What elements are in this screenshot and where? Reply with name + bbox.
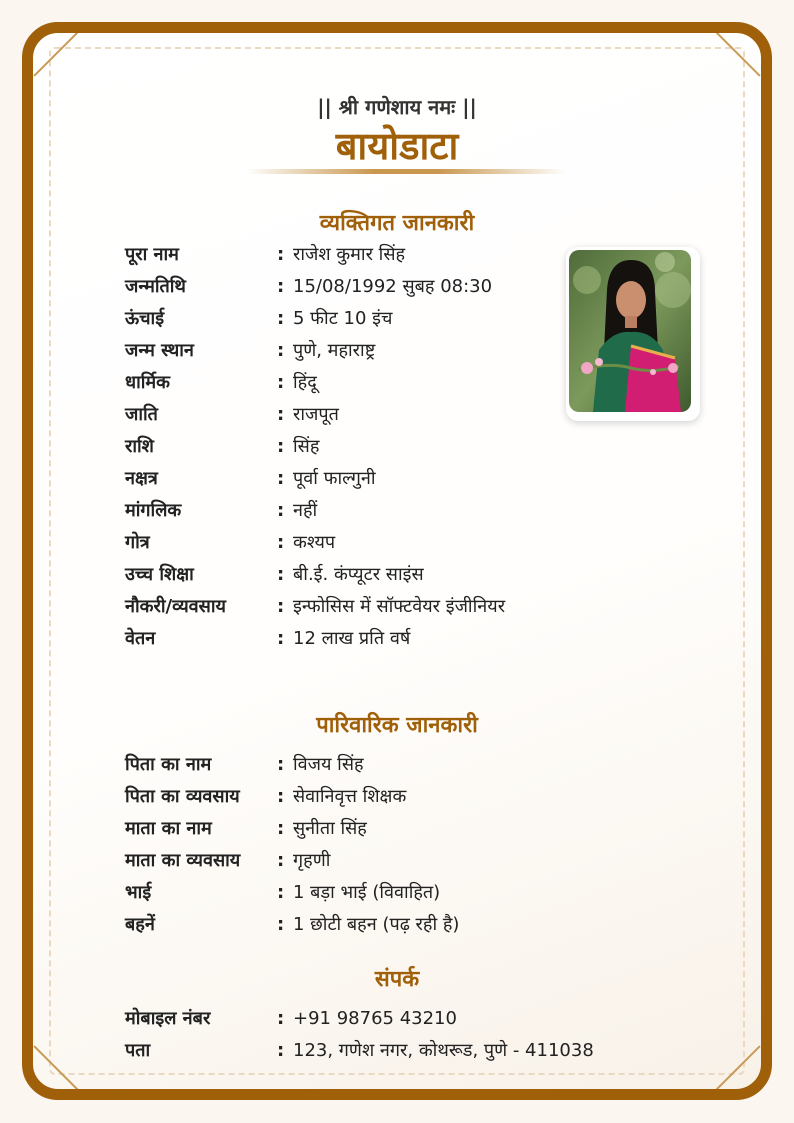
info-value: गृहणी: [293, 850, 331, 871]
info-separator: :: [277, 564, 285, 585]
info-label: पिता का नाम: [125, 754, 212, 775]
info-row-mobile: [125, 1003, 685, 1035]
profile-photo: [566, 247, 700, 421]
info-row-father-occupation: [125, 781, 605, 813]
info-value: सिंह: [293, 436, 320, 457]
info-separator: :: [277, 276, 285, 297]
info-label: पिता का व्यवसाय: [125, 786, 240, 807]
info-label: उच्च शिक्षा: [125, 564, 194, 585]
info-label: जन्मतिथि: [125, 276, 186, 297]
info-value: सेवानिवृत्त शिक्षक: [293, 786, 407, 807]
info-label: धार्मिक: [125, 372, 170, 393]
info-separator: :: [277, 404, 285, 425]
info-label: ऊंचाई: [125, 308, 165, 329]
info-separator: :: [277, 340, 285, 361]
invocation-text: || श्री गणेशाय नमः ||: [317, 95, 477, 119]
info-separator: :: [277, 244, 285, 265]
info-label: पूरा नाम: [125, 244, 179, 265]
info-value: हिंदू: [293, 372, 317, 393]
info-separator: :: [277, 882, 285, 903]
info-row-dob: [125, 271, 605, 303]
biodata-frame: [22, 22, 772, 1100]
info-label: माता का नाम: [125, 818, 212, 839]
info-row-sisters: [125, 909, 605, 941]
info-label: भाई: [125, 882, 152, 903]
info-value: राजेश कुमार सिंह: [293, 244, 406, 265]
info-row-height: [125, 303, 605, 335]
info-separator: :: [277, 754, 285, 775]
info-separator: :: [277, 850, 285, 871]
info-label: वेतन: [125, 628, 156, 649]
info-separator: :: [277, 1040, 285, 1061]
info-label: मोबाइल नंबर: [125, 1008, 211, 1029]
info-separator: :: [277, 596, 285, 617]
info-separator: :: [277, 308, 285, 329]
info-label: नौकरी/व्यवसाय: [125, 596, 226, 617]
info-row-nakshatra: [125, 463, 605, 495]
info-separator: :: [277, 786, 285, 807]
info-separator: :: [277, 468, 285, 489]
info-value: विजय सिंह: [293, 754, 364, 775]
info-separator: :: [277, 818, 285, 839]
info-separator: :: [277, 1008, 285, 1029]
info-separator: :: [277, 914, 285, 935]
info-value: इन्फोसिस में सॉफ्टवेयर इंजीनियर: [293, 596, 506, 617]
info-separator: :: [277, 436, 285, 457]
info-value: पुणे, महाराष्ट्र: [293, 340, 376, 361]
family-info-list: [125, 749, 605, 941]
info-value: 15/08/1992 सुबह 08:30: [293, 276, 493, 297]
personal-info-list: [125, 239, 605, 655]
info-value: बी.ई. कंप्यूटर साइंस: [293, 564, 424, 585]
info-row-zodiac: [125, 431, 605, 463]
info-value: 5 फीट 10 इंच: [293, 308, 393, 329]
section-title-family: पारिवारिक जानकारी: [316, 713, 478, 738]
info-separator: :: [277, 532, 285, 553]
info-row-occupation: [125, 591, 605, 623]
info-separator: :: [277, 628, 285, 649]
info-value: 12 लाख प्रति वर्ष: [293, 628, 411, 649]
info-value: राजपूत: [293, 404, 339, 425]
info-value: 1 छोटी बहन (पढ़ रही है): [293, 914, 460, 935]
info-value: 123, गणेश नगर, कोथरूड, पुणे - 411038: [293, 1040, 594, 1061]
info-label: जन्म स्थान: [125, 340, 194, 361]
info-label: बहनें: [125, 914, 155, 935]
title-underline: [246, 169, 566, 174]
info-row-mother-occupation: [125, 845, 605, 877]
info-row-caste: [125, 399, 605, 431]
info-value: 1 बड़ा भाई (विवाहित): [293, 882, 441, 903]
info-separator: :: [277, 500, 285, 521]
page-title: बायोडाटा: [335, 124, 459, 168]
info-row-full-name: [125, 239, 605, 271]
info-value: कश्यप: [293, 532, 336, 553]
info-row-religion: [125, 367, 605, 399]
portrait-image: [569, 250, 691, 412]
info-value: नहीं: [293, 500, 318, 521]
info-label: माता का व्यवसाय: [125, 850, 241, 871]
section-title-personal: व्यक्तिगत जानकारी: [319, 211, 475, 236]
info-label: मांगलिक: [125, 500, 182, 521]
info-label: जाति: [125, 404, 158, 425]
section-title-contact: संपर्क: [374, 967, 420, 992]
info-label: पता: [125, 1040, 151, 1061]
info-row-salary: [125, 623, 605, 655]
info-row-brothers: [125, 877, 605, 909]
info-separator: :: [277, 372, 285, 393]
info-value: पूर्वा फाल्गुनी: [293, 468, 376, 489]
info-row-education: [125, 559, 605, 591]
info-row-gotra: [125, 527, 605, 559]
info-row-manglik: [125, 495, 605, 527]
info-label: राशि: [125, 436, 154, 457]
info-value: +91 98765 43210: [293, 1008, 457, 1029]
info-row-address: [125, 1035, 685, 1067]
contact-info-list: [125, 1003, 685, 1067]
info-row-birthplace: [125, 335, 605, 367]
info-row-father-name: [125, 749, 605, 781]
info-row-mother-name: [125, 813, 605, 845]
info-label: गोत्र: [125, 532, 150, 553]
info-label: नक्षत्र: [125, 468, 158, 489]
info-value: सुनीता सिंह: [293, 818, 367, 839]
